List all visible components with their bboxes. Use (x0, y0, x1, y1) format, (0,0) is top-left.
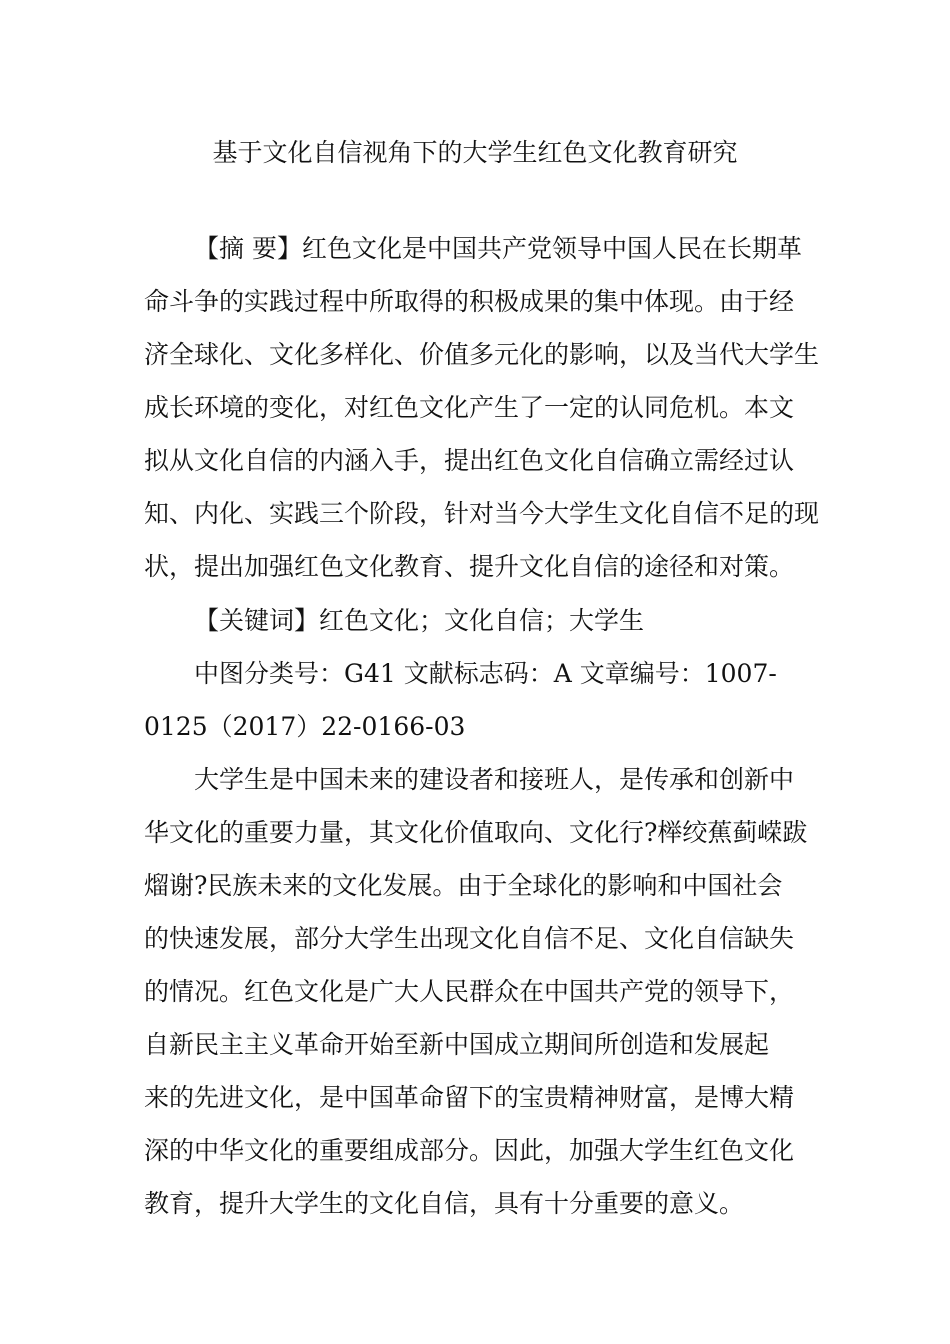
abstract-line: 拟从文化自信的内涵入手，提出红色文化自信确立需经过认 (144, 446, 795, 475)
body-line: 的快速发展，部分大学生出现文化自信不足、文化自信缺失 (144, 924, 795, 953)
body-line: 大学生是中国未来的建设者和接班人，是传承和创新中 (194, 765, 795, 794)
document-title: 基于文化自信视角下的大学生红色文化教育研究 (212, 138, 738, 167)
body-line: 华文化的重要力量，其文化价值取向、文化行?榉绞蕉蓟嵘跋 (144, 818, 808, 847)
abstract-line: 知、内化、实践三个阶段，针对当今大学生文化自信不足的现 (144, 499, 820, 528)
body-line: 教育，提升大学生的文化自信，具有十分重要的意义。 (144, 1189, 745, 1218)
keywords-line: 【关键词】红色文化；文化自信；大学生 (194, 606, 645, 635)
body-line: 来的先进文化，是中国革命留下的宝贵精神财富，是博大精 (144, 1083, 795, 1112)
abstract-line: 命斗争的实践过程中所取得的积极成果的集中体现。由于经 (144, 287, 795, 316)
classification-line: 中图分类号：G41 文献标志码：A 文章编号：1007- (194, 659, 777, 688)
abstract-line: 状，提出加强红色文化教育、提升文化自信的途径和对策。 (144, 552, 795, 581)
body-line: 深的中华文化的重要组成部分。因此，加强大学生红色文化 (144, 1136, 795, 1165)
body-line: 的情况。红色文化是广大人民群众在中国共产党的领导下， (144, 977, 795, 1006)
abstract-line: 成长环境的变化，对红色文化产生了一定的认同危机。本文 (144, 393, 795, 422)
abstract-line: 济全球化、文化多样化、价值多元化的影响，以及当代大学生 (144, 340, 820, 369)
abstract-line: 【摘 要】红色文化是中国共产党领导中国人民在长期革 (194, 234, 802, 263)
body-line: 自新民主主义革命开始至新中国成立期间所创造和发展起 (144, 1030, 770, 1059)
classification-line: 0125（2017）22-0166-03 (144, 712, 466, 741)
body-line: 熘谢?民族未来的文化发展。由于全球化的影响和中国社会 (144, 871, 783, 900)
